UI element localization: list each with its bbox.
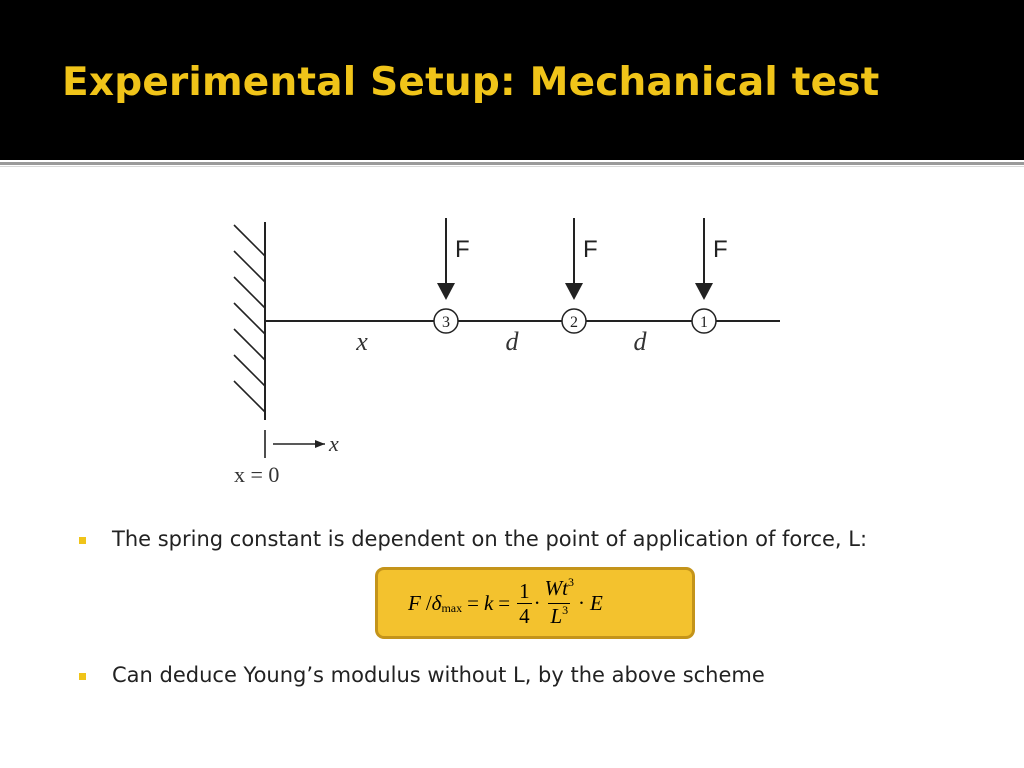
segment-label-d: d xyxy=(633,327,647,356)
formula-box xyxy=(375,567,695,639)
load-point-number: 3 xyxy=(442,314,450,331)
bullet-marker xyxy=(79,673,86,680)
force-label: F xyxy=(455,236,470,263)
formula-k: k xyxy=(483,590,494,615)
formula-dot: · xyxy=(533,590,541,615)
fraction-wt3-over-l3 xyxy=(543,576,576,631)
fixed-wall-support xyxy=(234,222,265,420)
formula-equals: = xyxy=(467,590,479,615)
arrow-head-icon xyxy=(565,283,583,300)
formula-dot: · xyxy=(577,590,585,615)
formula-slash: / xyxy=(425,590,432,615)
slide-title: Experimental Setup: Mechanical test xyxy=(62,60,880,105)
bullet-marker xyxy=(79,537,86,544)
segment-label-d: d xyxy=(505,327,519,356)
formula-equals: = xyxy=(498,590,511,615)
force-label: F xyxy=(713,236,728,263)
segment-label-x: x xyxy=(356,327,368,356)
fraction-denominator: 4 xyxy=(519,603,530,628)
arrow-head-icon xyxy=(437,283,455,300)
force-1 xyxy=(692,218,728,333)
fraction-numerator: 1 xyxy=(519,578,530,603)
spring-constant-formula xyxy=(408,570,603,636)
bullet-text: The spring constant is dependent on the point of application of force, L: xyxy=(112,527,868,551)
bullet-text: Can deduce Young’s modulus without L, by the above scheme xyxy=(112,663,765,687)
fraction-numerator: Wt$^3$ xyxy=(544,574,574,600)
formula-delta: δ xyxy=(431,590,442,615)
axis-label: x xyxy=(329,431,339,456)
formula-subscript: max xyxy=(441,600,463,615)
formula-modulus: E xyxy=(589,590,603,615)
force-label: F xyxy=(583,236,598,263)
arrow-head-icon xyxy=(695,283,713,300)
fraction-denominator: $L^3$ xyxy=(548,603,570,631)
formula-force: F xyxy=(408,590,421,615)
force-2 xyxy=(562,218,598,333)
coordinate-axis xyxy=(234,430,339,487)
load-point-number: 1 xyxy=(700,314,708,331)
fraction-one-quarter xyxy=(517,579,532,628)
load-point-number: 2 xyxy=(570,314,578,331)
origin-label: x = 0 xyxy=(234,462,280,487)
force-3 xyxy=(434,218,470,333)
